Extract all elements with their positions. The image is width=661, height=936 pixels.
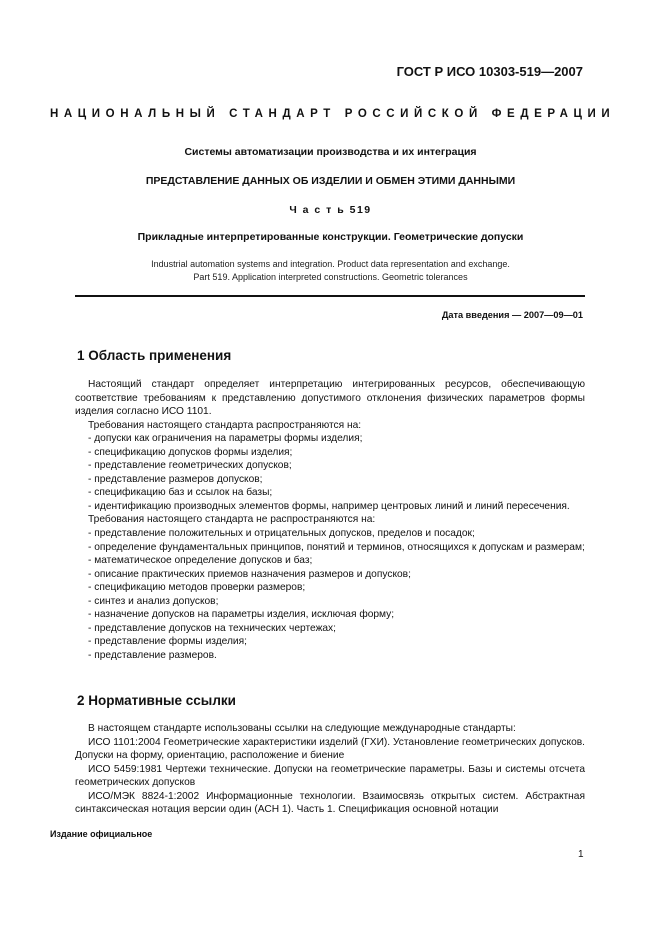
part-number: Ч а с т ь 519 <box>289 204 372 216</box>
introduction-date: Дата введения — 2007—09—01 <box>441 310 583 320</box>
section-1-heading: 1 Область применения <box>77 348 232 363</box>
list-item: - допуски как ограничения на параметры формы изделия; <box>88 433 363 445</box>
document-number: ГОСТ Р ИСО 10303-519—2007 <box>396 64 583 79</box>
list-item: - представление формы изделия; <box>88 636 247 648</box>
reference-item: ИСО/МЭК 8824-1:2002 Информационные технологии. Взаимосвязь открытых систем. Абстрактная синтаксическая нотация версии один (АСН 1). Часть 1. Спецификация основной нотации <box>75 790 585 816</box>
list-item: - спецификацию допусков формы изделия; <box>88 446 293 458</box>
reference-item: ИСО 5459:1981 Чертежи технические. Допуски на геометрические параметры. Базы и системы отсчета геометрических допусков <box>75 763 585 789</box>
section-2-heading: 2 Нормативные ссылки <box>77 693 236 708</box>
list-item: - идентификацию производных элементов формы, например центровых линий и линий пересечения. <box>88 500 570 512</box>
section-2-body <box>75 722 585 817</box>
official-edition-label: Издание официальное <box>50 829 153 839</box>
list-item: - представление размеров допусков; <box>88 473 263 485</box>
list-item: - представление допусков на технических чертежах; <box>88 622 336 634</box>
list-item: - спецификацию методов проверки размеров; <box>88 582 306 594</box>
list-item: - описание практических приемов назначения размеров и допусков; <box>88 568 411 580</box>
english-title <box>40 258 621 284</box>
list-item: - математическое определение допусков и баз; <box>88 555 313 567</box>
title-divider <box>75 295 585 297</box>
paragraph: Настоящий стандарт определяет интерпретацию интегрированных ресурсов, обеспечивающую соответствие требованиям к представлению допустимого отклонения физических параметров формы изделия согласно ИСО 1101. <box>75 379 585 418</box>
english-title-line-2: Part 519. Application interpreted constructions. Geometric tolerances <box>193 272 468 282</box>
paragraph: В настоящем стандарте использованы ссылки на следующие международные стандарты: <box>88 723 516 734</box>
english-title-line-1: Industrial automation systems and integration. Product data representation and exchange. <box>151 259 510 269</box>
section-1-body <box>75 378 585 662</box>
subtitle: Прикладные интерпретированные конструкции. Геометрические допуски <box>137 231 524 243</box>
paragraph: Требования настоящего стандарта не распространяются на: <box>88 514 376 526</box>
list-item: - представление размеров. <box>88 649 217 661</box>
list-item: - назначение допусков на параметры изделия, исключая форму; <box>88 609 395 621</box>
page-number: 1 <box>578 849 584 860</box>
list-item: - определение фундаментальных принципов, понятий и терминов, относящихся к допускам и размерам; <box>88 541 585 553</box>
series-title: Системы автоматизации производства и их интеграция <box>184 146 477 158</box>
list-item: - спецификацию баз и ссылок на базы; <box>88 487 273 499</box>
paragraph: Требования настоящего стандарта распространяются на: <box>88 419 362 431</box>
main-title: ПРЕДСТАВЛЕНИЕ ДАННЫХ ОБ ИЗДЕЛИИ И ОБМЕН ЭТИМИ ДАННЫМИ <box>145 175 516 187</box>
list-item: - синтез и анализ допусков; <box>88 595 219 607</box>
reference-item: ИСО 1101:2004 Геометрические характеристики изделий (ГХИ). Установление геометрических допусков. Допуски на форму, ориентацию, расположение и биение <box>75 736 585 762</box>
list-item: - представление положительных и отрицательных допусков, пределов и посадок; <box>88 528 475 540</box>
list-item: - представление геометрических допусков; <box>88 460 292 472</box>
national-standard-banner: НАЦИОНАЛЬНЫЙ СТАНДАРТ РОССИЙСКОЙ ФЕДЕРАЦИИ <box>50 108 616 120</box>
